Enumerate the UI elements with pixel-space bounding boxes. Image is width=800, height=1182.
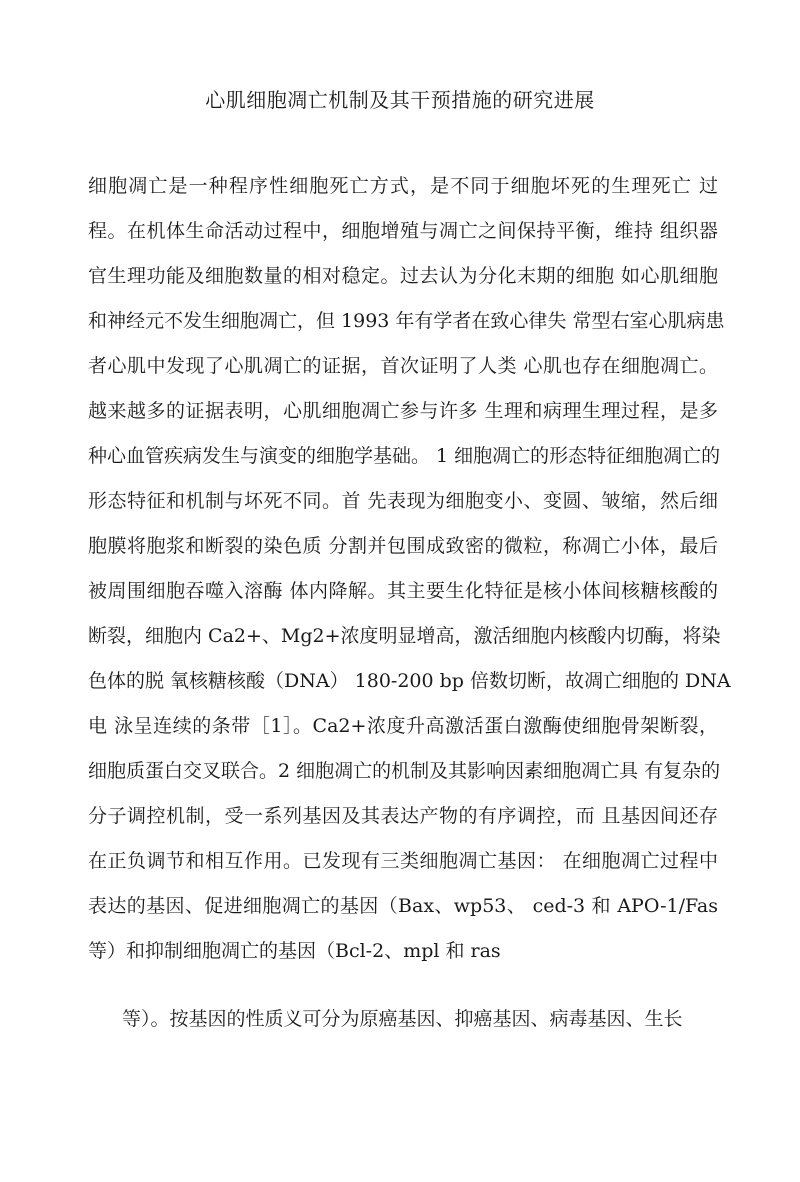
body-line-13: 电 泳呈连续的条带［1］。Ca2+浓度升高激活蛋白激酶使细胞骨架断裂， xyxy=(88,715,718,737)
body-line-9: 胞膜将胞浆和断裂的染色质 分割并包围成致密的微粒，称凋亡小体，最后 xyxy=(88,535,718,557)
body-line-16: 在正负调节和相互作用。已发现有三类细胞凋亡基因： 在细胞凋亡过程中 xyxy=(88,850,718,872)
body-line-11: 断裂，细胞内 Ca2+、Mg2+浓度明显增高，激活细胞内核酸内切酶，将染 xyxy=(88,625,721,647)
body-line-1: 细胞凋亡是一种程序性细胞死亡方式，是不同于细胞坏死的生理死亡 过 xyxy=(88,175,718,197)
body-line-14: 细胞质蛋白交叉联合。2 细胞凋亡的机制及其影响因素细胞凋亡具 有复杂的 xyxy=(88,760,721,782)
body-line-12: 色体的脱 氧核糖核酸（DNA） 180-200 bp 倍数切断，故凋亡细胞的 DNA xyxy=(88,670,731,692)
body-line-8: 形态特征和机制与坏死不同。首 先表现为细胞变小、变圆、皱缩，然后细 xyxy=(88,490,718,512)
body-line-5: 者心肌中发现了心肌凋亡的证据，首次证明了人类 心肌也存在细胞凋亡。 xyxy=(88,355,718,377)
body-line-4: 和神经元不发生细胞凋亡，但 1993 年有学者在致心律失 常型右室心肌病患 xyxy=(88,310,725,332)
body-line-10: 被周围细胞吞噬入溶酶 体内降解。其主要生化特征是核小体间核糖核酸的 xyxy=(88,580,718,602)
page-title: 心肌细胞凋亡机制及其干预措施的研究进展 xyxy=(205,88,595,112)
body-line-final: 等）。按基因的性质义可分为原癌基因、抑癌基因、病毒基因、生长 xyxy=(122,1008,683,1030)
body-line-6: 越来越多的证据表明，心肌细胞凋亡参与许多 生理和病理生理过程，是多 xyxy=(88,400,718,422)
body-line-2: 程。在机体生命活动过程中，细胞增殖与凋亡之间保持平衡，维持 组织器 xyxy=(88,220,718,242)
body-line-15: 分子调控机制，受一系列基因及其表达产物的有序调控，而 且基因间还存 xyxy=(88,805,718,827)
body-line-7: 种心血管疾病发生与演变的细胞学基础。 1 细胞凋亡的形态特征细胞凋亡的 xyxy=(88,445,721,467)
body-line-17: 表达的基因、促进细胞凋亡的基因（Bax、wp53、 ced-3 和 APO-1/Fas xyxy=(88,895,718,917)
body-line-3: 官生理功能及细胞数量的相对稳定。过去认为分化末期的细胞 如心肌细胞 xyxy=(88,265,718,287)
body-line-18: 等）和抑制细胞凋亡的基因（Bcl-2、mpl 和 ras xyxy=(88,940,501,962)
